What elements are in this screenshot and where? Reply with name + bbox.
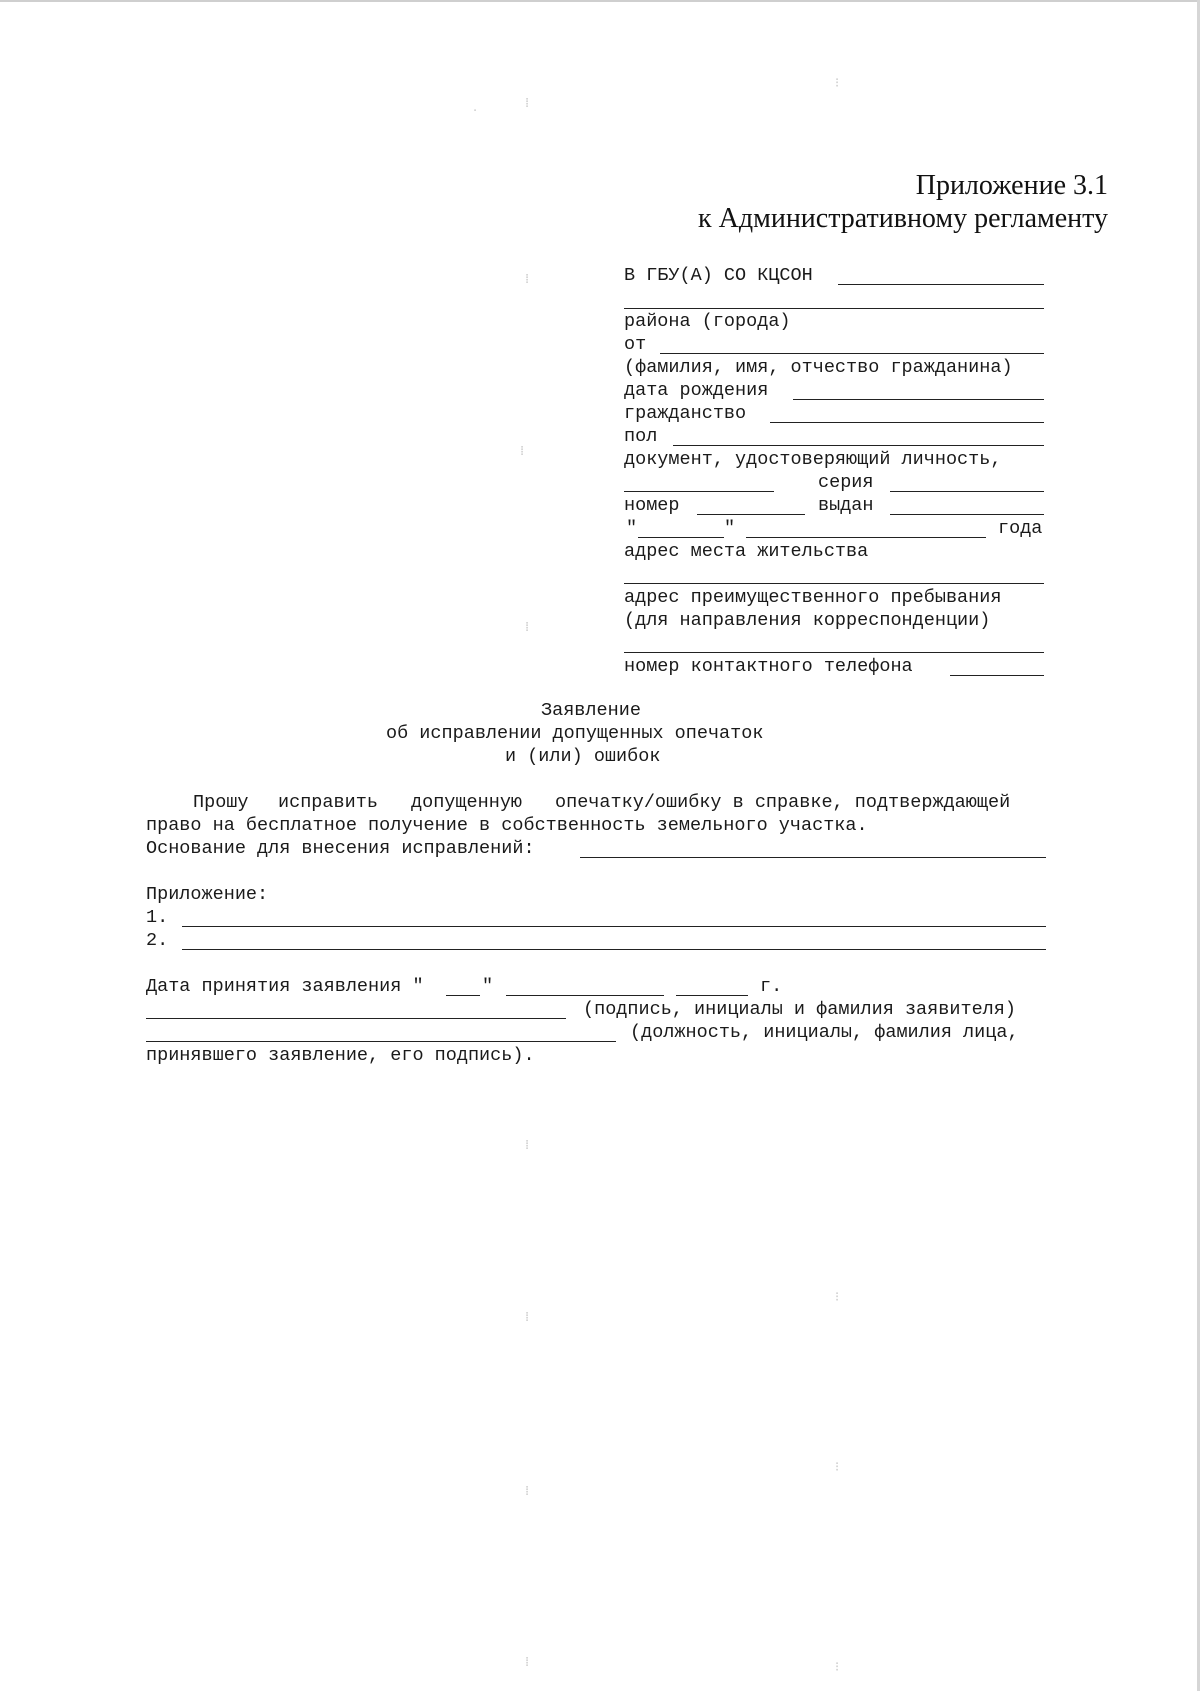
request-word-2: исправить (278, 792, 378, 813)
acceptance-quote-close: " (482, 976, 494, 997)
request-text-rest: опечатку/ошибку в справке, подтверждающей (555, 792, 1011, 813)
acceptance-month-field[interactable] (506, 995, 664, 996)
acceptance-date-label: Дата принятия заявления " (146, 976, 424, 997)
attachment-item-1-field[interactable] (182, 926, 1046, 927)
applicant-signature-hint: (подпись, инициалы и фамилия заявителя) (583, 999, 1016, 1020)
official-signature-field[interactable] (146, 1041, 616, 1042)
request-text-line2: право на бесплатное получение в собственность земельного участка. (146, 815, 868, 836)
from-field[interactable] (660, 353, 1044, 354)
district-label: района (города) (624, 311, 791, 332)
request-word-1: Прошу (193, 792, 249, 813)
from-label: от (624, 334, 647, 355)
addressee-to: В ГБУ(А) СО КЦСОН (624, 265, 813, 286)
citizenship-field[interactable] (770, 422, 1044, 423)
id-document-label: документ, удостоверяющий личность, (624, 449, 1002, 470)
official-signature-hint-cont: принявшего заявление, его подпись). (146, 1045, 535, 1066)
attachment-item-2-field[interactable] (182, 949, 1046, 950)
citizenship-label: гражданство (624, 403, 747, 424)
addressee-org-field[interactable] (838, 284, 1044, 285)
document-title: Заявление (541, 700, 641, 721)
sex-field[interactable] (673, 445, 1044, 446)
residence-address-field[interactable] (624, 583, 1044, 584)
stay-address-field[interactable] (624, 652, 1044, 653)
series-label: серия (818, 472, 874, 493)
series-field[interactable] (890, 491, 1044, 492)
year-label: года (998, 518, 1043, 539)
issued-field[interactable] (890, 514, 1044, 515)
phone-field[interactable] (950, 675, 1044, 676)
appendix-regulation: к Административному регламенту (698, 203, 1108, 234)
addressee-org-field-2[interactable] (624, 308, 1044, 309)
attachment-item-2-label: 2. (146, 930, 169, 951)
page-edge-top (0, 0, 1200, 2)
basis-label: Основание для внесения исправлений: (146, 838, 535, 859)
issue-month-field[interactable] (746, 537, 986, 538)
issue-day-field[interactable] (638, 537, 724, 538)
stay-address-label: адрес преимущественного пребывания (624, 587, 1002, 608)
sex-label: пол (624, 426, 658, 447)
document-subtitle-2: и (или) ошибок (505, 746, 661, 767)
attachment-item-1-label: 1. (146, 907, 169, 928)
phone-label: номер контактного телефона (624, 656, 913, 677)
document-subtitle: об исправлении допущенных опечаток (386, 723, 764, 744)
official-signature-hint: (должность, инициалы, фамилия лица, (630, 1022, 1019, 1043)
number-field[interactable] (697, 514, 805, 515)
quote-close: " (724, 518, 736, 539)
appendix-number: Приложение 3.1 (915, 170, 1108, 201)
birth-date-label: дата рождения (624, 380, 769, 401)
residence-address-label: адрес места жительства (624, 541, 869, 562)
stay-address-hint: (для направления корреспонденции) (624, 610, 991, 631)
fio-hint: (фамилия, имя, отчество гражданина) (624, 357, 1013, 378)
applicant-signature-field[interactable] (146, 1018, 566, 1019)
attachments-label: Приложение: (146, 884, 269, 905)
request-word-3: допущенную (411, 792, 523, 813)
number-label: номер (624, 495, 680, 516)
birth-date-field[interactable] (793, 399, 1044, 400)
issued-label: выдан (818, 495, 874, 516)
year-abbr: г. (760, 976, 783, 997)
id-document-field[interactable] (624, 491, 774, 492)
acceptance-year-field[interactable] (676, 995, 748, 996)
quote-open: " (626, 518, 638, 539)
acceptance-day-field[interactable] (446, 995, 480, 996)
basis-field[interactable] (580, 857, 1046, 858)
